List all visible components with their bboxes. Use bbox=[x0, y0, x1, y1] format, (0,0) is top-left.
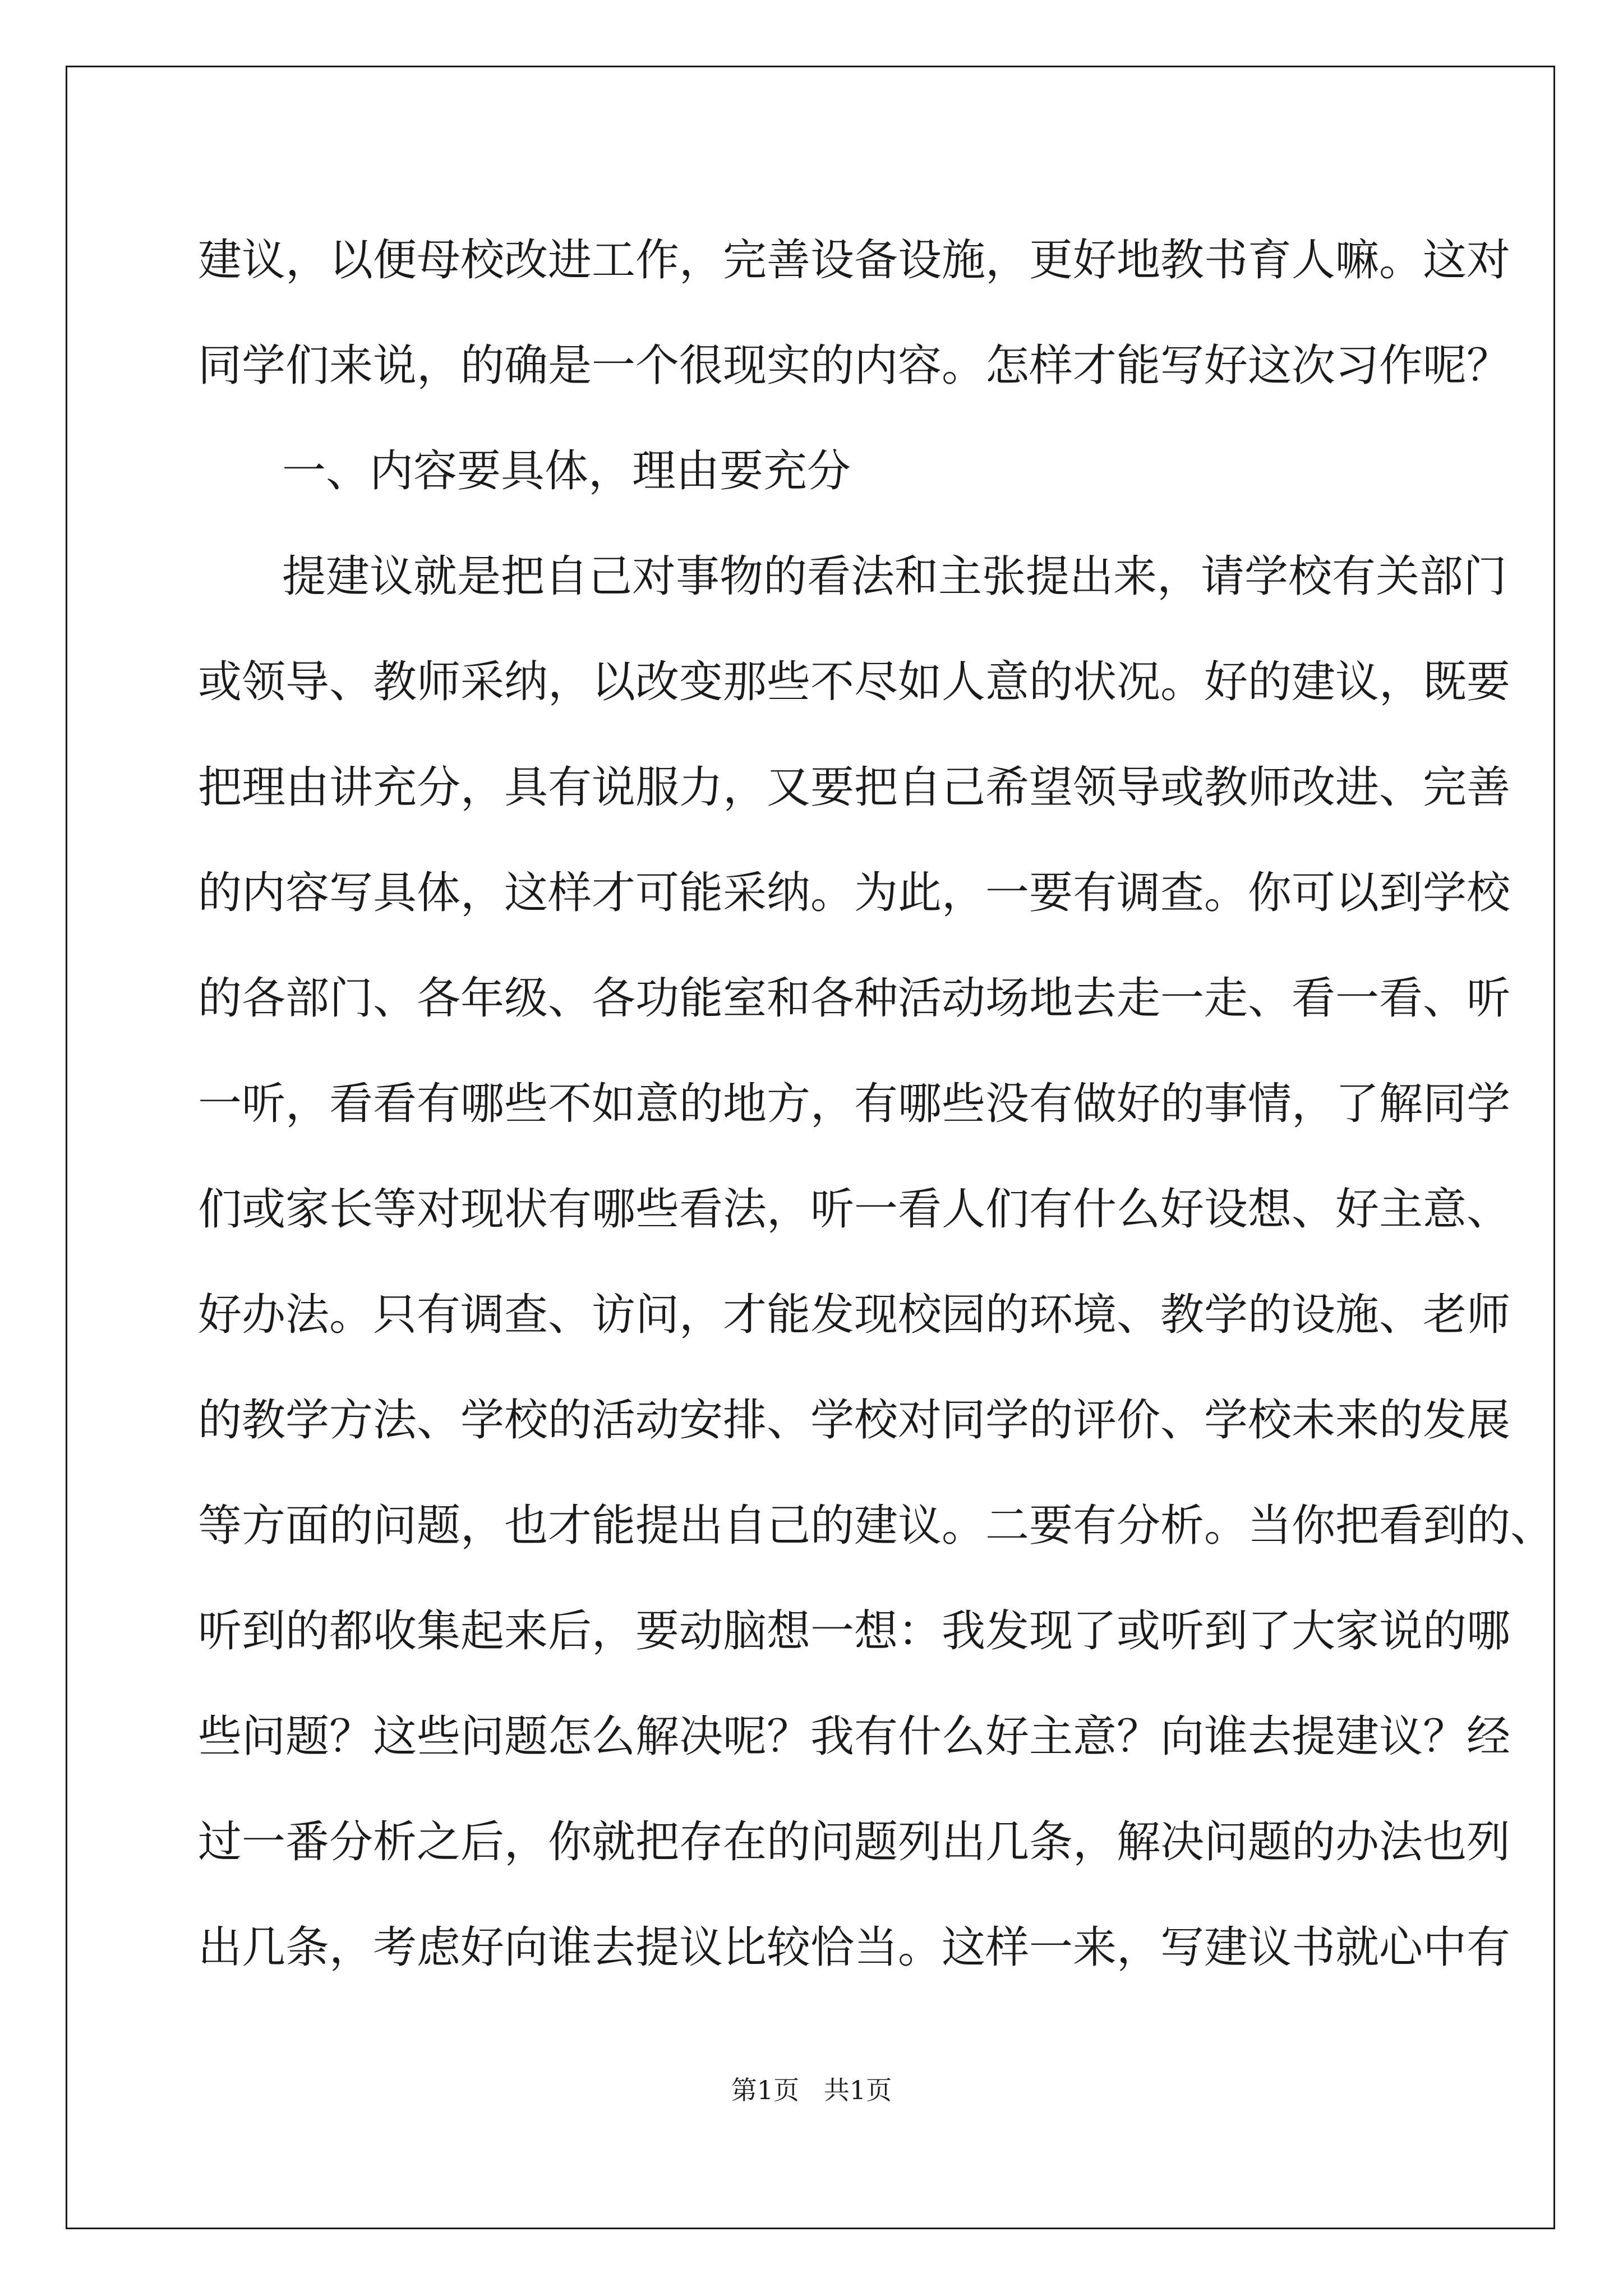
section-heading: 一、内容要具体，理由要充分 bbox=[282, 446, 851, 496]
text-line: 听到的都收集起来后，要动脑想一想：我发现了或听到了大家说的哪 bbox=[198, 1606, 1511, 1657]
text-line: 的内容写具体，这样才可能采纳。为此，一要有调查。你可以到学校 bbox=[198, 868, 1511, 918]
text-line: 把理由讲充分，具有说服力，又要把自己希望领导或教师改进、完善 bbox=[198, 762, 1511, 813]
text-line: 同学们来说，的确是一个很现实的内容。怎样才能写好这次习作呢？ bbox=[198, 341, 1511, 391]
text-line: 的教学方法、学校的活动安排、学校对同学的评价、学校未来的发展 bbox=[198, 1395, 1511, 1446]
text-line: 一听，看看有哪些不如意的地方，有哪些没有做好的事情，了解同学 bbox=[198, 1079, 1511, 1129]
text-line: 建议，以便母校改进工作，完善设备设施，更好地教书育人嘛。这对 bbox=[198, 235, 1511, 286]
text-line: 的各部门、各年级、各功能室和各种活动场地去走一走、看一看、听 bbox=[198, 973, 1511, 1024]
paragraph-first-line: 提建议就是把自己对事物的看法和主张提出来，请学校有关部门 bbox=[282, 551, 1507, 602]
text-line: 些问题？这些问题怎么解决呢？我有什么好主意？向谁去提建议？经 bbox=[198, 1711, 1511, 1762]
text-line: 过一番分析之后，你就把存在的问题列出几条，解决问题的办法也列 bbox=[198, 1817, 1511, 1867]
text-line: 等方面的问题，也才能提出自己的建议。二要有分析。当你把看到的、 bbox=[198, 1501, 1555, 1551]
document-body bbox=[198, 208, 1555, 2000]
text-line: 出几条，考虑好向谁去提议比较恰当。这样一来，写建议书就心中有 bbox=[198, 1922, 1511, 1973]
text-line: 或领导、教师采纳，以改变那些不尽如人意的状况。好的建议，既要 bbox=[198, 657, 1511, 707]
page-number-footer: 第1页 共1页 bbox=[731, 2075, 892, 2105]
text-line: 好办法。只有调查、访问，才能发现校园的环境、教学的设施、老师 bbox=[198, 1290, 1511, 1340]
text-line: 们或家长等对现状有哪些看法，听一看人们有什么好设想、好主意、 bbox=[198, 1184, 1511, 1235]
